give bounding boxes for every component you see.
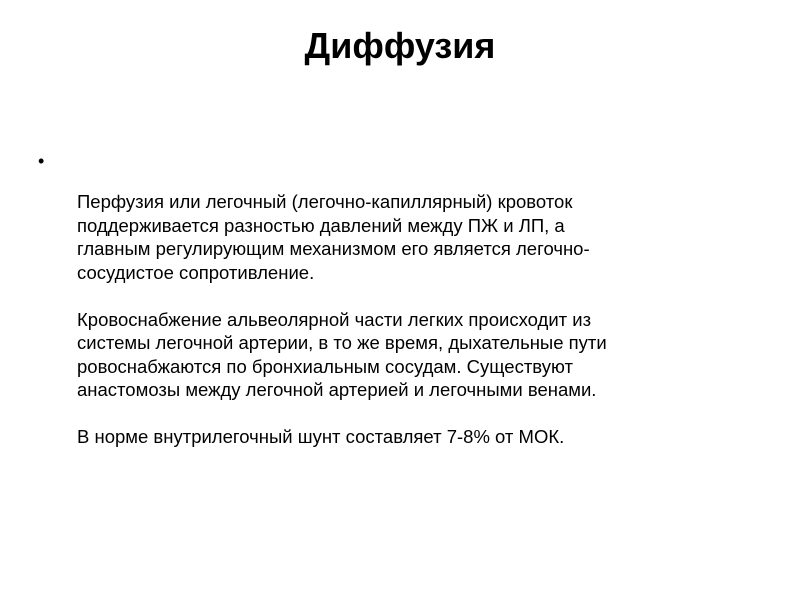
text-line: Кровоснабжение альвеолярной части легких происходит из: [77, 308, 592, 330]
paragraph-blood-supply: [77, 308, 767, 402]
text-line: поддерживается разностью давлений между ПЖ и ЛП, а: [77, 214, 565, 236]
paragraph-perfusion: [77, 190, 767, 284]
slide-body: [77, 190, 767, 472]
text-line: Перфузия или легочный (легочно-капиллярный) кровоток: [77, 191, 573, 212]
text-line: В норме внутрилегочный шунт составляет 7-8% от МОК.: [77, 426, 565, 447]
text-line: анастомозы между легочной артерией и легочными венами.: [77, 379, 597, 400]
text-line: сосудистое сопротивление.: [77, 261, 315, 283]
text-line: главным регулирующим механизмом его является легочно-: [77, 238, 590, 259]
text-line: системы легочной артерии, в то же время, дыхательные пути: [77, 332, 607, 353]
text-line: ровоснабжаются по бронхиальным сосудам. Существуют: [77, 355, 573, 377]
paragraph-shunt: [77, 425, 767, 449]
slide-title: Диффузия: [304, 25, 496, 66]
bullet-marker: •: [38, 151, 45, 171]
